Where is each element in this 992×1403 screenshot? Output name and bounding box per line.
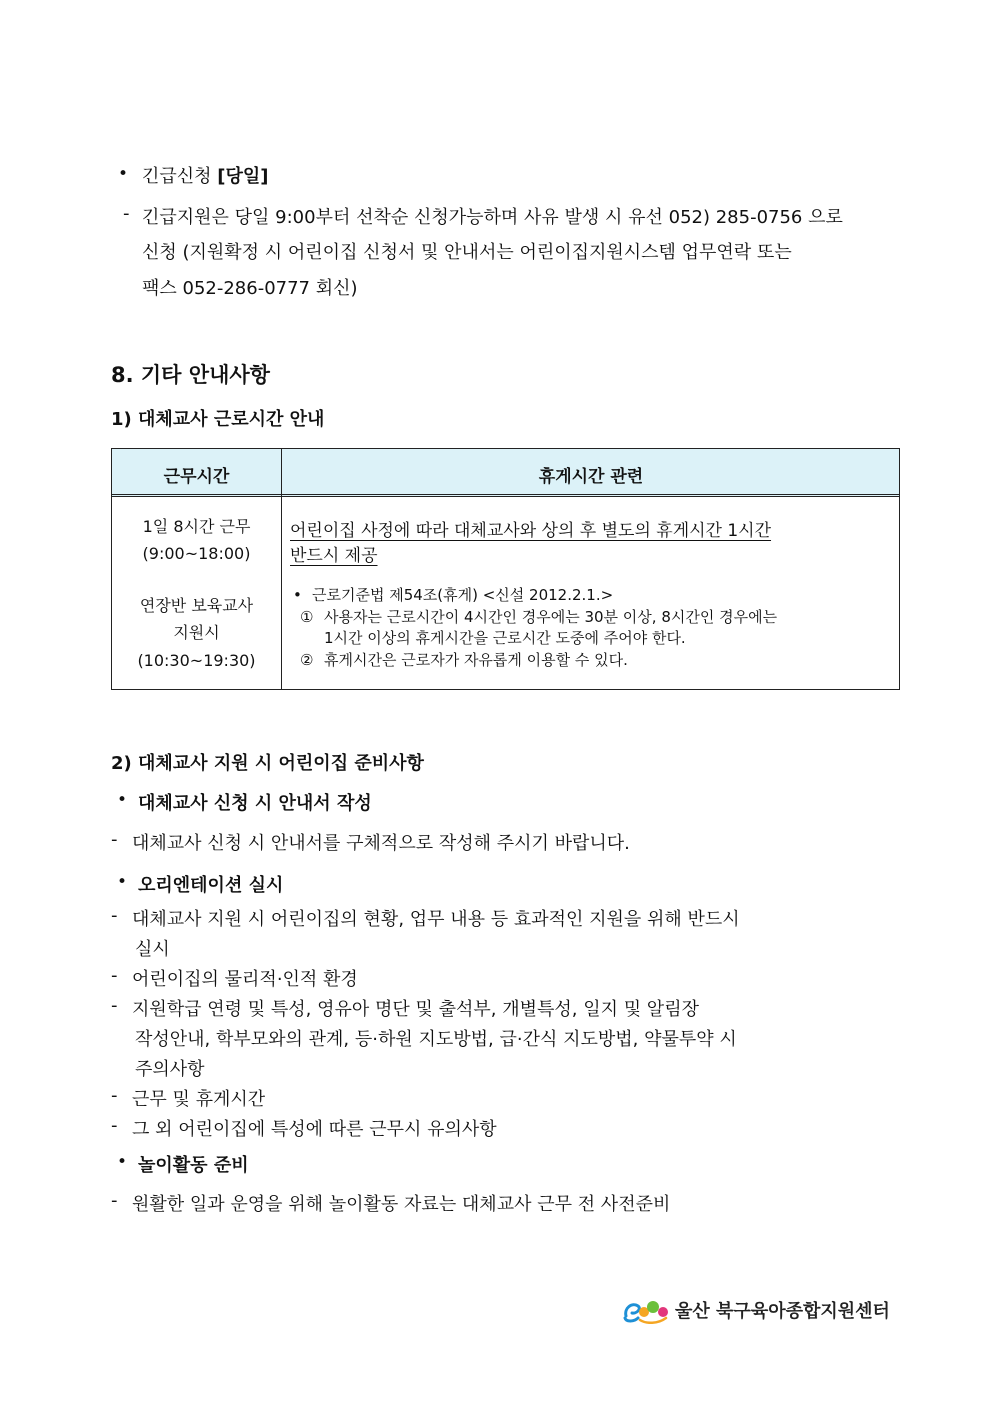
- bullet-heading-guide: 대체교사 신청 시 안내서 작성: [138, 793, 372, 814]
- play-item: 원활한 일과 운영을 위해 놀이활동 자료는 대체교사 근무 전 사전준비: [132, 1194, 671, 1215]
- work-hours-time: (9:00~18:00): [142, 544, 251, 563]
- bullet-icon: •: [117, 872, 128, 892]
- orientation-item-5: 그 외 어린이집에 특성에 따른 근무시 유의사항: [132, 1119, 497, 1140]
- header-work-hours: 근무시간: [163, 467, 230, 487]
- urgent-title-tag: [당일]: [217, 166, 269, 187]
- law-item-2: 휴게시간은 근로자가 자유롭게 이용할 수 있다.: [324, 651, 628, 669]
- extended-class-line-2: 지원시: [173, 623, 220, 642]
- law-item-1b: 1시간 이상의 휴게시간을 근로시간 도중에 주어야 한다.: [324, 629, 686, 647]
- header-break-time: 휴게시간 관련: [538, 467, 644, 487]
- bullet-icon: •: [117, 790, 128, 810]
- urgent-line-2: 신청 (지원확정 시 어린이집 신청서 및 안내서는 어린이집지원시스템 업무연락 또는: [142, 242, 792, 263]
- bullet-icon: •: [117, 1152, 128, 1172]
- urgent-line-1: 긴급지원은 당일 9:00부터 선착순 신청가능하며 사유 발생 시 유선 052) 285-0756 으로: [142, 207, 843, 228]
- org-name: 울산 북구육아종합지원센터: [675, 1301, 890, 1322]
- orientation-item-3b: 작성안내, 학부모와의 관계, 등·하원 지도방법, 급·간식 지도방법, 약물투약 시: [135, 1029, 737, 1050]
- break-notice-line-2: 반드시 제공: [290, 546, 378, 566]
- law-bullet-icon: •: [293, 586, 302, 604]
- extended-class-time: (10:30~19:30): [137, 651, 256, 670]
- urgent-line-3: 팩스 052-286-0777 회신): [142, 278, 358, 299]
- circled-two-icon: ②: [300, 651, 314, 669]
- extended-class-line: 연장반 보육교사: [139, 596, 254, 615]
- subsection-title-2: 2) 대체교사 지원 시 어린이집 준비사항: [111, 753, 424, 774]
- bullet-heading-play: 놀이활동 준비: [138, 1155, 249, 1176]
- dash-marker: -: [111, 905, 118, 926]
- orientation-item-4: 근무 및 휴게시간: [132, 1089, 266, 1110]
- urgent-title: 긴급신청: [142, 166, 212, 187]
- org-logo-icon: [622, 1296, 670, 1324]
- work-hours-table: [111, 448, 900, 690]
- section-title: 8. 기타 안내사항: [111, 363, 270, 387]
- dash-marker: -: [123, 203, 130, 224]
- subsection-title: 1) 대체교사 근로시간 안내: [111, 409, 325, 430]
- urgent-heading: [142, 162, 269, 188]
- dash-marker: -: [111, 965, 118, 986]
- bullet-heading-orientation: 오리엔테이션 실시: [138, 875, 284, 896]
- bullet-icon: •: [118, 164, 129, 184]
- law-reference: 근로기준법 제54조(휴게) <신설 2012.2.1.>: [312, 586, 614, 604]
- orientation-item-1a: 대체교사 지원 시 어린이집의 현황, 업무 내용 등 효과적인 지원을 위해 반드시: [132, 909, 740, 930]
- dash-marker: -: [111, 1115, 118, 1136]
- work-hours-line: 1일 8시간 근무: [142, 517, 251, 536]
- orientation-item-3a: 지원학급 연령 및 특성, 영유아 명단 및 출석부, 개별특성, 일지 및 알림장: [132, 999, 699, 1020]
- orientation-item-1b: 실시: [135, 939, 170, 960]
- guide-item: 대체교사 신청 시 안내서를 구체적으로 작성해 주시기 바랍니다.: [132, 833, 630, 854]
- dash-marker: -: [111, 1190, 118, 1211]
- orientation-item-2: 어린이집의 물리적·인적 환경: [132, 969, 358, 990]
- circled-one-icon: ①: [300, 608, 314, 626]
- dash-marker: -: [111, 829, 118, 850]
- dash-marker: -: [111, 995, 118, 1016]
- break-notice-line-1: 어린이집 사정에 따라 대체교사와 상의 후 별도의 휴게시간 1시간: [290, 521, 772, 541]
- dash-marker: -: [111, 1085, 118, 1106]
- law-item-1a: 사용자는 근로시간이 4시간인 경우에는 30분 이상, 8시간인 경우에는: [324, 608, 778, 626]
- orientation-item-3c: 주의사항: [135, 1059, 205, 1080]
